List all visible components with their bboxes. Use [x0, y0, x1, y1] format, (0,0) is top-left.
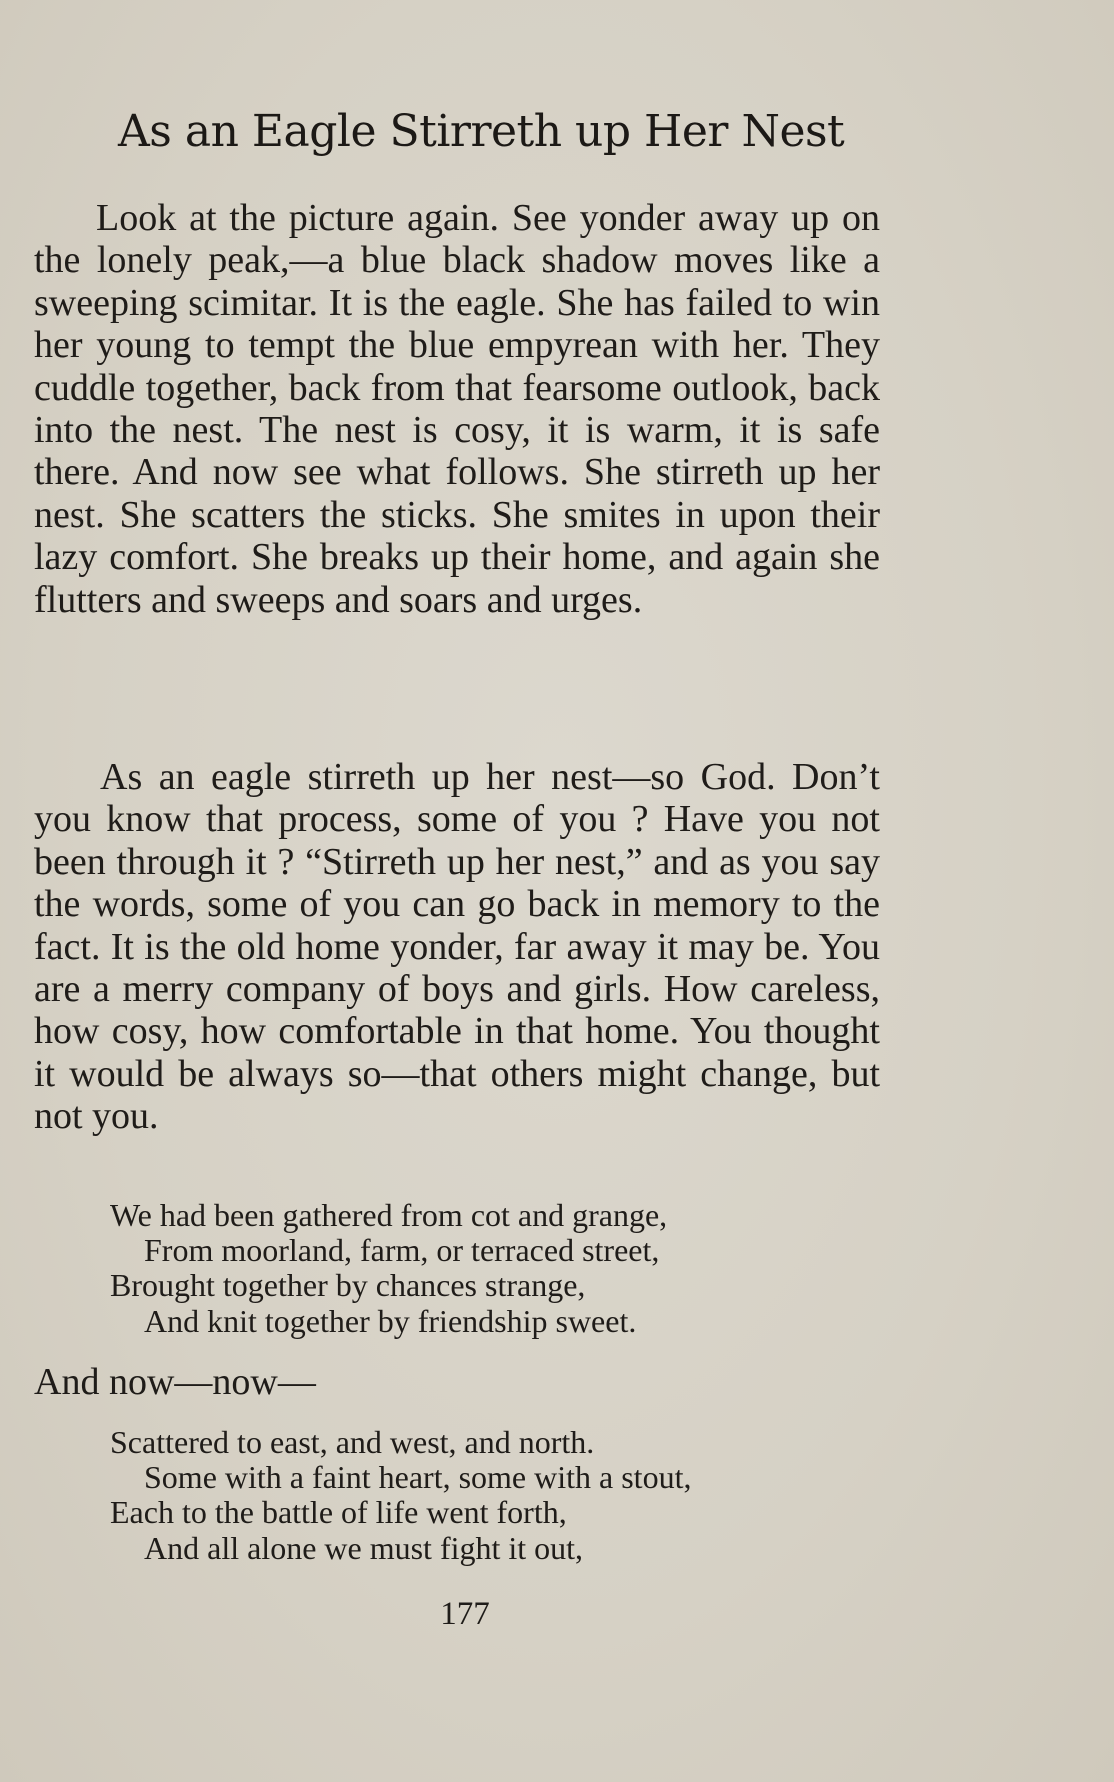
paragraph-3: And now—now—: [34, 1361, 316, 1403]
verse-line: Some with a faint heart, some with a stout,: [144, 1459, 692, 1496]
verse-line: From moorland, farm, or terraced street,: [144, 1232, 660, 1269]
verse-line: Scattered to east, and west, and north.: [110, 1424, 595, 1460]
verse-line: And all alone we must fight it out,: [144, 1529, 584, 1566]
verse-line: We had been gathered from cot and grange,: [110, 1197, 668, 1233]
paragraph-1: Look at the picture again. See yonder away up on the lonely peak,—a blue black shadow moves like a sweeping scimitar. It is the eagle. She has failed to win her young to tempt the blue empyrean with her. They cuddle together, back from that fearsome outlook, back into the nest. The nest is cosy, it is warm, it is safe there. And now see what follows. She stirreth up her nest. She scatters the sticks. She smites in upon their lazy comfort. She breaks up their home, and again she flutters and sweeps and soars and urges.: [34, 197, 880, 621]
verse-line: And knit together by friendship sweet.: [144, 1302, 637, 1339]
page-number: 177: [440, 1596, 490, 1632]
verse-line: Brought together by chances strange,: [110, 1267, 586, 1304]
verse-stanza-2: [110, 1425, 870, 1566]
paragraph-2: As an eagle stirreth up her nest—so God. Don’t you know that process, some of you ? Have you not been through it ? “Stirreth up her nest,” and as you say the words, some of you can go back in memory to the fact. It is the old home yonder, far away it may be. You are a merry company of boys and girls. How careless, how cosy, how comfortable in that home. You thought it would be always so—that others might change, but not you.: [34, 756, 880, 1138]
verse-stanza-1: [110, 1198, 870, 1339]
verse-line: Each to the battle of life went forth,: [110, 1494, 567, 1531]
chapter-title: As an Eagle Stirreth up Her Nest: [118, 106, 845, 157]
